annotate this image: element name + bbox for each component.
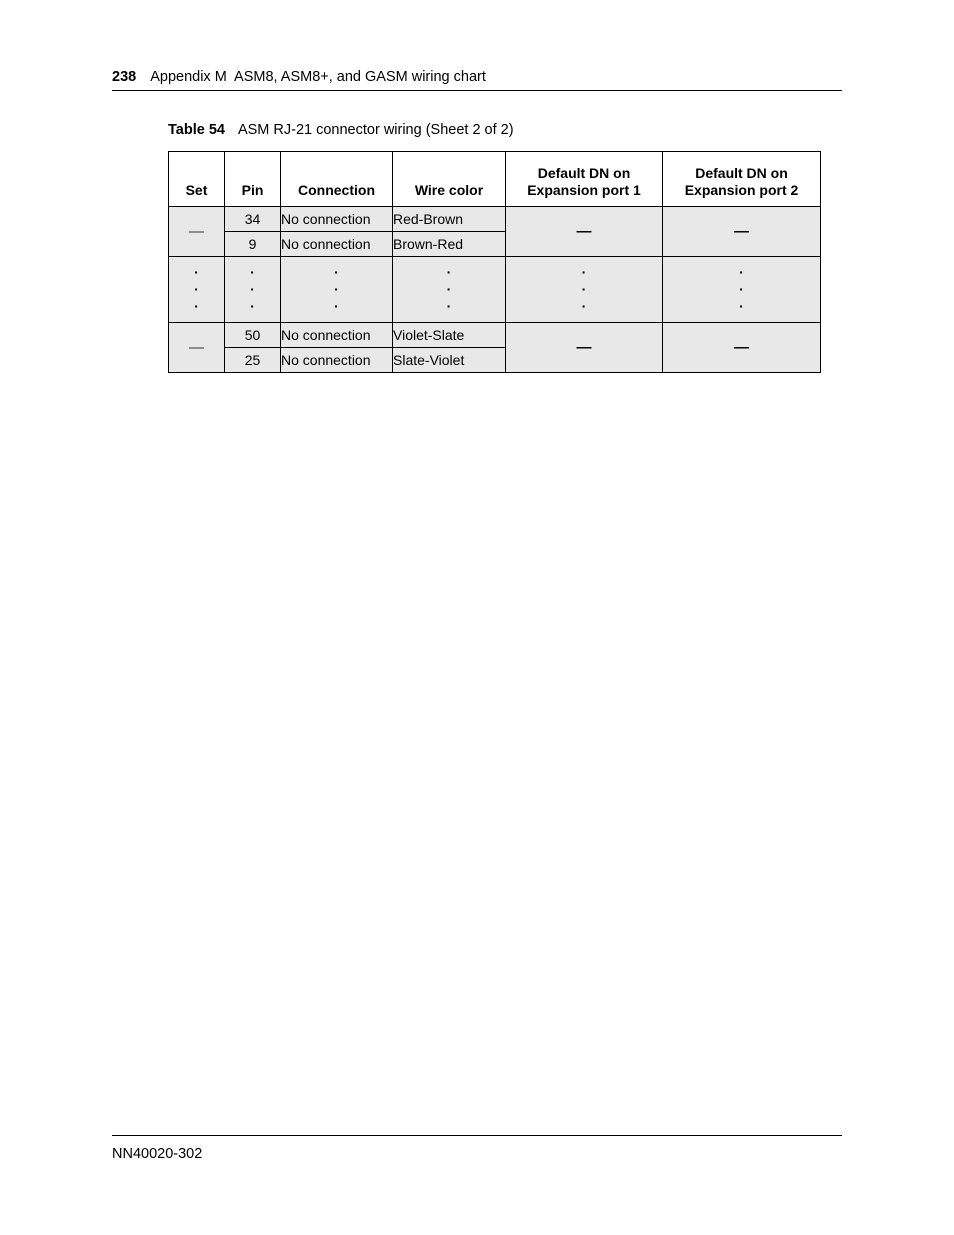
- table-header-row: [169, 152, 821, 207]
- cell-set: —: [169, 207, 225, 257]
- table-caption-label: Table 54: [168, 122, 225, 138]
- ellipsis-cell: · · ·: [169, 257, 225, 323]
- document-number: NN40020-302: [112, 1146, 203, 1162]
- cell-dn-port2: —: [663, 207, 821, 257]
- ellipsis-cell: · · ·: [393, 257, 506, 323]
- cell-connection: No connection: [281, 323, 393, 348]
- wiring-table: [168, 151, 821, 373]
- column-header-dn-port1: [506, 152, 663, 207]
- column-header-dn-port1-line2: Expansion port 1: [527, 182, 641, 198]
- page-header: [112, 68, 842, 91]
- cell-pin: 34: [225, 207, 281, 232]
- page-footer: [112, 1135, 842, 1163]
- cell-wire-color: Red-Brown: [393, 207, 506, 232]
- ellipsis-cell: · · ·: [506, 257, 663, 323]
- cell-pin: 9: [225, 232, 281, 257]
- cell-pin: 25: [225, 348, 281, 373]
- column-header-dn-port2-line1: Default DN on: [695, 165, 788, 181]
- cell-set: —: [169, 323, 225, 373]
- ellipsis-row: [169, 257, 821, 323]
- column-header-dn-port1-line1: Default DN on: [537, 165, 631, 181]
- header-title: Appendix M ASM8, ASM8+, and GASM wiring chart: [150, 69, 486, 85]
- cell-connection: No connection: [281, 232, 393, 257]
- column-header-set: Set: [169, 152, 225, 207]
- column-header-dn-port2-line2: Expansion port 2: [684, 182, 799, 198]
- table-row: [169, 207, 821, 232]
- table-caption-text: ASM RJ-21 connector wiring (Sheet 2 of 2): [237, 122, 514, 138]
- ellipsis-cell: · · ·: [663, 257, 821, 323]
- column-header-wire-color: Wire color: [393, 152, 506, 207]
- cell-wire-color: Slate-Violet: [393, 348, 506, 373]
- cell-wire-color: Violet-Slate: [393, 323, 506, 348]
- column-header-dn-port2: [663, 152, 821, 207]
- page-number: 238: [112, 69, 137, 85]
- table-row: [169, 323, 821, 348]
- cell-dn-port1: —: [506, 207, 663, 257]
- ellipsis-cell: · · ·: [225, 257, 281, 323]
- column-header-pin: Pin: [225, 152, 281, 207]
- cell-connection: No connection: [281, 348, 393, 373]
- cell-dn-port1: —: [506, 323, 663, 373]
- table-caption: [168, 121, 514, 139]
- cell-pin: 50: [225, 323, 281, 348]
- cell-dn-port2: —: [663, 323, 821, 373]
- cell-wire-color: Brown-Red: [393, 232, 506, 257]
- column-header-connection: Connection: [281, 152, 393, 207]
- cell-connection: No connection: [281, 207, 393, 232]
- ellipsis-cell: · · ·: [281, 257, 393, 323]
